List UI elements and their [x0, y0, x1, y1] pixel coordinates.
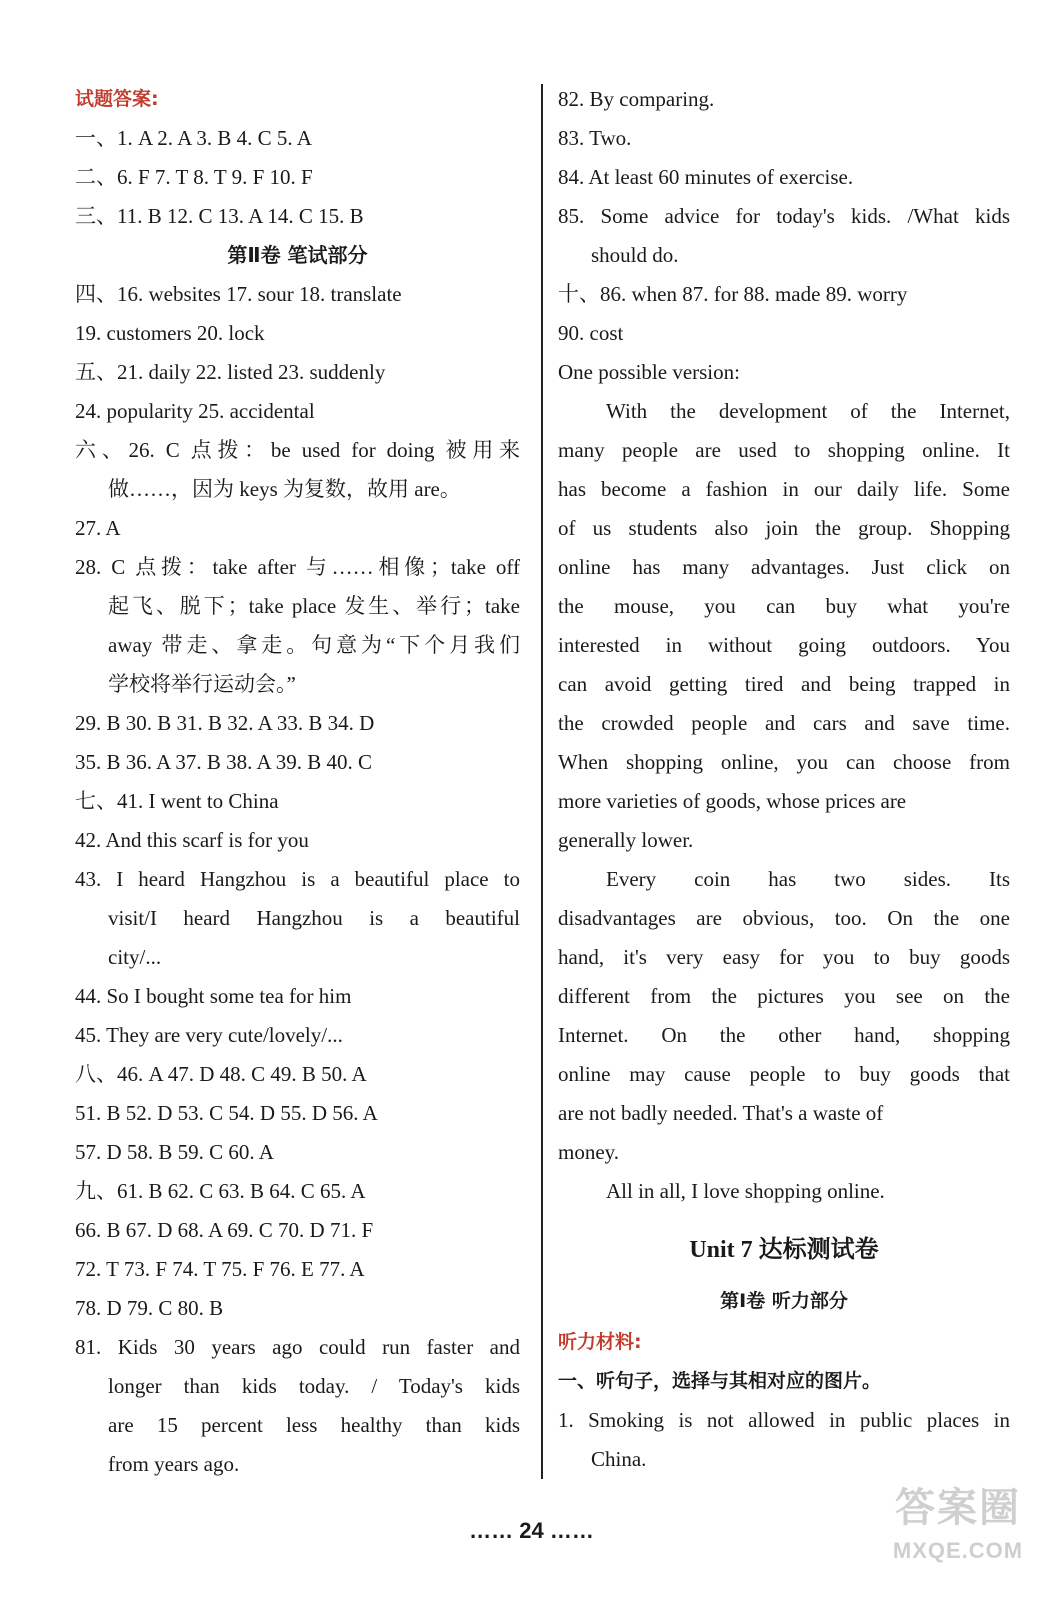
watermark-logo	[868, 1478, 1048, 1588]
right-line: of us students also join the group. Shopping	[558, 516, 1010, 540]
left-line: 七、41. I went to China	[75, 789, 279, 813]
left-line: 做……，因为 keys 为复数，故用 are。	[108, 477, 461, 501]
left-line: 第Ⅱ卷 笔试部分	[227, 243, 368, 267]
right-line: money.	[558, 1140, 620, 1164]
watermark-url: MXQE.COM	[892, 1538, 1024, 1563]
left-line: 六、26. C 点拨：be used for doing 被用来	[75, 438, 520, 462]
right-column	[558, 80, 1010, 1479]
left-line: 81. Kids 30 years ago could run faster and	[75, 1335, 520, 1359]
right-line: Unit 7 达标测试卷	[689, 1237, 879, 1263]
left-line: away 带走、拿走。句意为“下个月我们	[108, 633, 520, 657]
right-line: online may cause people to buy goods that	[558, 1062, 1010, 1086]
left-line: 19. customers 20. lock	[75, 321, 265, 345]
right-line: 听力材料:	[558, 1331, 642, 1353]
right-line: interested in without going outdoors. You	[558, 633, 1010, 657]
left-line: 28. C 点拨：take after 与……相像；take off	[75, 555, 520, 579]
right-line: the mouse, you can buy what you're	[558, 594, 1010, 618]
right-line: 1. Smoking is not allowed in public places in	[558, 1408, 1010, 1432]
right-line: Internet. On the other hand, shopping	[558, 1023, 1010, 1047]
left-line: 66. B 67. D 68. A 69. C 70. D 71. F	[75, 1218, 374, 1242]
right-line: 85. Some advice for today's kids. /What kids	[558, 204, 1010, 228]
right-line: online has many advantages. Just click on	[558, 555, 1010, 579]
left-line: 四、16. websites 17. sour 18. translate	[75, 282, 402, 306]
left-line: 一、1. A 2. A 3. B 4. C 5. A	[75, 126, 312, 150]
left-line: 35. B 36. A 37. B 38. A 39. B 40. C	[75, 750, 372, 774]
left-line: longer than kids today. / Today's kids	[108, 1374, 520, 1398]
right-line: hand, it's very easy for you to buy goods	[558, 945, 1010, 969]
left-column	[75, 80, 520, 1484]
right-line: 第Ⅰ卷 听力部分	[720, 1290, 848, 1312]
left-line: 29. B 30. B 31. B 32. A 33. B 34. D	[75, 711, 375, 735]
watermark-text: 答案圈	[895, 1486, 1021, 1530]
right-line: One possible version:	[558, 360, 740, 384]
left-line: 42. And this scarf is for you	[75, 828, 309, 852]
left-line: 43. I heard Hangzhou is a beautiful place to	[75, 867, 520, 891]
right-line: Every coin has two sides. Its	[606, 867, 1010, 891]
column-divider	[541, 84, 543, 1479]
right-line: China.	[591, 1447, 647, 1471]
right-line: 一、听句子，选择与其相对应的图片。	[558, 1370, 882, 1392]
left-line: 五、21. daily 22. listed 23. suddenly	[75, 360, 386, 384]
left-line: 起飞、脱下；take place 发生、举行；take	[108, 594, 520, 618]
page-number-dots-right: ……	[549, 1518, 594, 1543]
right-line: can avoid getting tired and being trapped in	[558, 672, 1010, 696]
left-line: 51. B 52. D 53. C 54. D 55. D 56. A	[75, 1101, 378, 1125]
left-line: 78. D 79. C 80. B	[75, 1296, 224, 1320]
right-line: many people are used to shopping online. It	[558, 438, 1010, 462]
left-line: 九、61. B 62. C 63. B 64. C 65. A	[75, 1179, 366, 1203]
page-number-dots-left: ……	[469, 1518, 514, 1543]
left-line: visit/I heard Hangzhou is a beautiful	[108, 906, 520, 930]
right-line: 90. cost	[558, 321, 624, 345]
left-line: 试题答案:	[75, 88, 159, 110]
left-line: 72. T 73. F 74. T 75. F 76. E 77. A	[75, 1257, 365, 1281]
right-line: With the development of the Internet,	[606, 399, 1010, 423]
left-line: 44. So I bought some tea for him	[75, 984, 352, 1008]
right-line: generally lower.	[558, 828, 694, 852]
right-line: more varieties of goods, whose prices are	[558, 789, 907, 813]
right-line: has become a fashion in our daily life. Some	[558, 477, 1010, 501]
right-line: the crowded people and cars and save time.	[558, 711, 1010, 735]
right-line: When shopping online, you can choose from	[558, 750, 1010, 774]
left-line: city/...	[108, 945, 162, 969]
right-line: should do.	[591, 243, 679, 267]
right-line: 84. At least 60 minutes of exercise.	[558, 165, 854, 189]
right-line: All in all, I love shopping online.	[606, 1179, 885, 1203]
left-line: 24. popularity 25. accidental	[75, 399, 315, 423]
right-line: disadvantages are obvious, too. On the one	[558, 906, 1010, 930]
right-line: different from the pictures you see on the	[558, 984, 1010, 1008]
left-line: 45. They are very cute/lovely/...	[75, 1023, 343, 1047]
left-line: 二、6. F 7. T 8. T 9. F 10. F	[75, 165, 313, 189]
left-line: 三、11. B 12. C 13. A 14. C 15. B	[75, 204, 364, 228]
right-line: 十、86. when 87. for 88. made 89. worry	[558, 282, 908, 306]
left-line: are 15 percent less healthy than kids	[108, 1413, 520, 1437]
right-line: 82. By comparing.	[558, 87, 715, 111]
right-line: are not badly needed. That's a waste of	[558, 1101, 884, 1125]
left-line: 27. A	[75, 516, 121, 540]
left-line: 学校将举行运动会。”	[108, 672, 296, 696]
left-line: 八、46. A 47. D 48. C 49. B 50. A	[75, 1062, 367, 1086]
right-line: 83. Two.	[558, 126, 632, 150]
left-line: from years ago.	[108, 1452, 240, 1476]
page-number-value: 24	[519, 1518, 544, 1543]
left-line: 57. D 58. B 59. C 60. A	[75, 1140, 274, 1164]
